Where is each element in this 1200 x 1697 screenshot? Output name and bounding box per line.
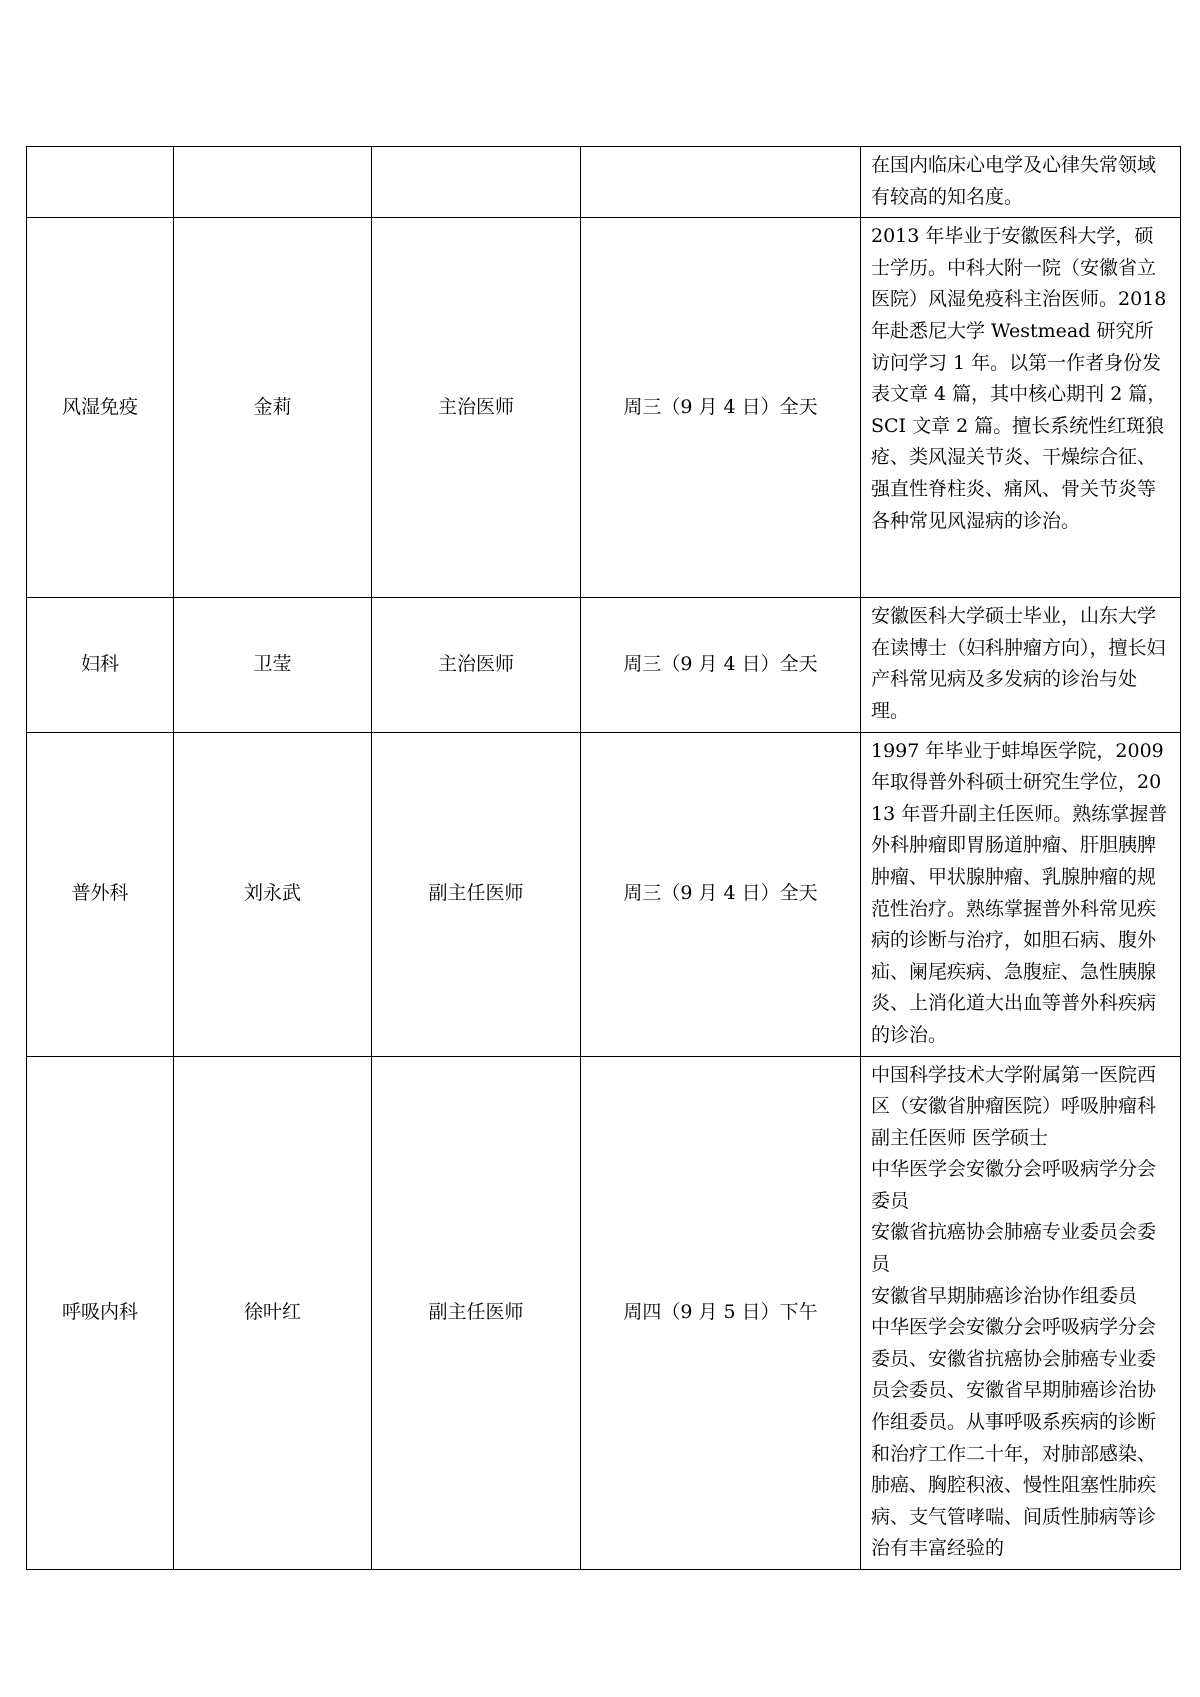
table-row [27, 598, 1181, 732]
bio-paragraph: 中国科学技术大学附属第一医院西区（安徽省肿瘤医院）呼吸肿瘤科 副主任医师 医学硕士 [871, 1063, 1157, 1149]
bio-paragraph: 中华医学会安徽分会呼吸病学分会委员 [871, 1158, 1157, 1212]
doctor-bio-cell [861, 1056, 1181, 1570]
bio-paragraph: 1997 年毕业于蚌埠医学院，2009 年取得普外科硕士研究生学位，2013 年晋升副主任医师。熟练掌握普外科肿瘤即胃肠道肿瘤、肝胆胰脾肿瘤、甲状腺肿瘤、乳腺肿瘤的规范性治疗。熟练掌握普外科常见疾病的诊断与治疗，如胆石病、腹外疝、阑尾疾病、急腹症、急性胰腺炎、上消化道大出血等普外科疾病的诊治。 [871, 739, 1168, 1046]
doctor-name-cell: 徐叶红 [174, 1056, 372, 1570]
doctor-name-cell: 金莉 [174, 218, 372, 598]
doctor-title-cell: 副主任医师 [372, 1056, 581, 1570]
doctor-schedule-table [26, 146, 1181, 1570]
department-cell: 呼吸内科 [27, 1056, 174, 1570]
doctor-title-cell: 主治医师 [372, 598, 581, 732]
doctor-name-cell [174, 147, 372, 218]
doctor-bio-cell [861, 598, 1181, 732]
doctor-bio-cell [861, 732, 1181, 1056]
table-row [27, 1056, 1181, 1570]
bio-paragraph: 中华医学会安徽分会呼吸病学分会委员、安徽省抗癌协会肺癌专业委员会委员、安徽省早期肺癌诊治协作组委员。从事呼吸系疾病的诊断和治疗工作二十年，对肺部感染、肺癌、胸腔积液、慢性阻塞性肺疾病、支气管哮喘、间质性肺病等诊治有丰富经验的 [871, 1316, 1157, 1560]
doctor-title-cell: 副主任医师 [372, 732, 581, 1056]
table-row [27, 218, 1181, 598]
table-row [27, 732, 1181, 1056]
schedule-time-cell [581, 147, 861, 218]
table-row [27, 147, 1181, 218]
bio-paragraph: 2013 年毕业于安徽医科大学，硕士学历。中科大附一院（安徽省立医院）风湿免疫科主治医师。2018 年赴悉尼大学 Westmead 研究所访问学习 1 年。以第一作者身份发表文章 4 篇，其中核心期刊 2 篇， SCI 文章 2 篇。擅长系统性红斑狼疮、类风湿关节炎、干燥综合征、强直性脊柱炎、痛风、骨关节炎等各种常见风湿病的诊治。 [871, 225, 1167, 532]
doctor-name-cell: 刘永武 [174, 732, 372, 1056]
doctor-title-cell [372, 147, 581, 218]
department-cell: 风湿免疫 [27, 218, 174, 598]
doctor-name-cell: 卫莹 [174, 598, 372, 732]
schedule-time-cell: 周四（9 月 5 日）下午 [581, 1056, 861, 1570]
bio-paragraph: 在国内临床心电学及心律失常领域有较高的知名度。 [871, 154, 1157, 208]
bio-paragraph: 安徽医科大学硕士毕业，山东大学在读博士（妇科肿瘤方向），擅长妇产科常见病及多发病的诊治与处理。 [871, 605, 1166, 722]
doctor-bio-cell [861, 218, 1181, 598]
department-cell [27, 147, 174, 218]
doctor-title-cell: 主治医师 [372, 218, 581, 598]
bio-paragraph: 安徽省早期肺癌诊治协作组委员 [871, 1284, 1138, 1307]
bio-paragraph: 安徽省抗癌协会肺癌专业委员会委员 [871, 1221, 1157, 1276]
schedule-time-cell: 周三（9 月 4 日）全天 [581, 598, 861, 732]
department-cell: 妇科 [27, 598, 174, 732]
schedule-time-cell: 周三（9 月 4 日）全天 [581, 732, 861, 1056]
schedule-time-cell: 周三（9 月 4 日）全天 [581, 218, 861, 598]
department-cell: 普外科 [27, 732, 174, 1056]
doctor-bio-cell [861, 147, 1181, 218]
